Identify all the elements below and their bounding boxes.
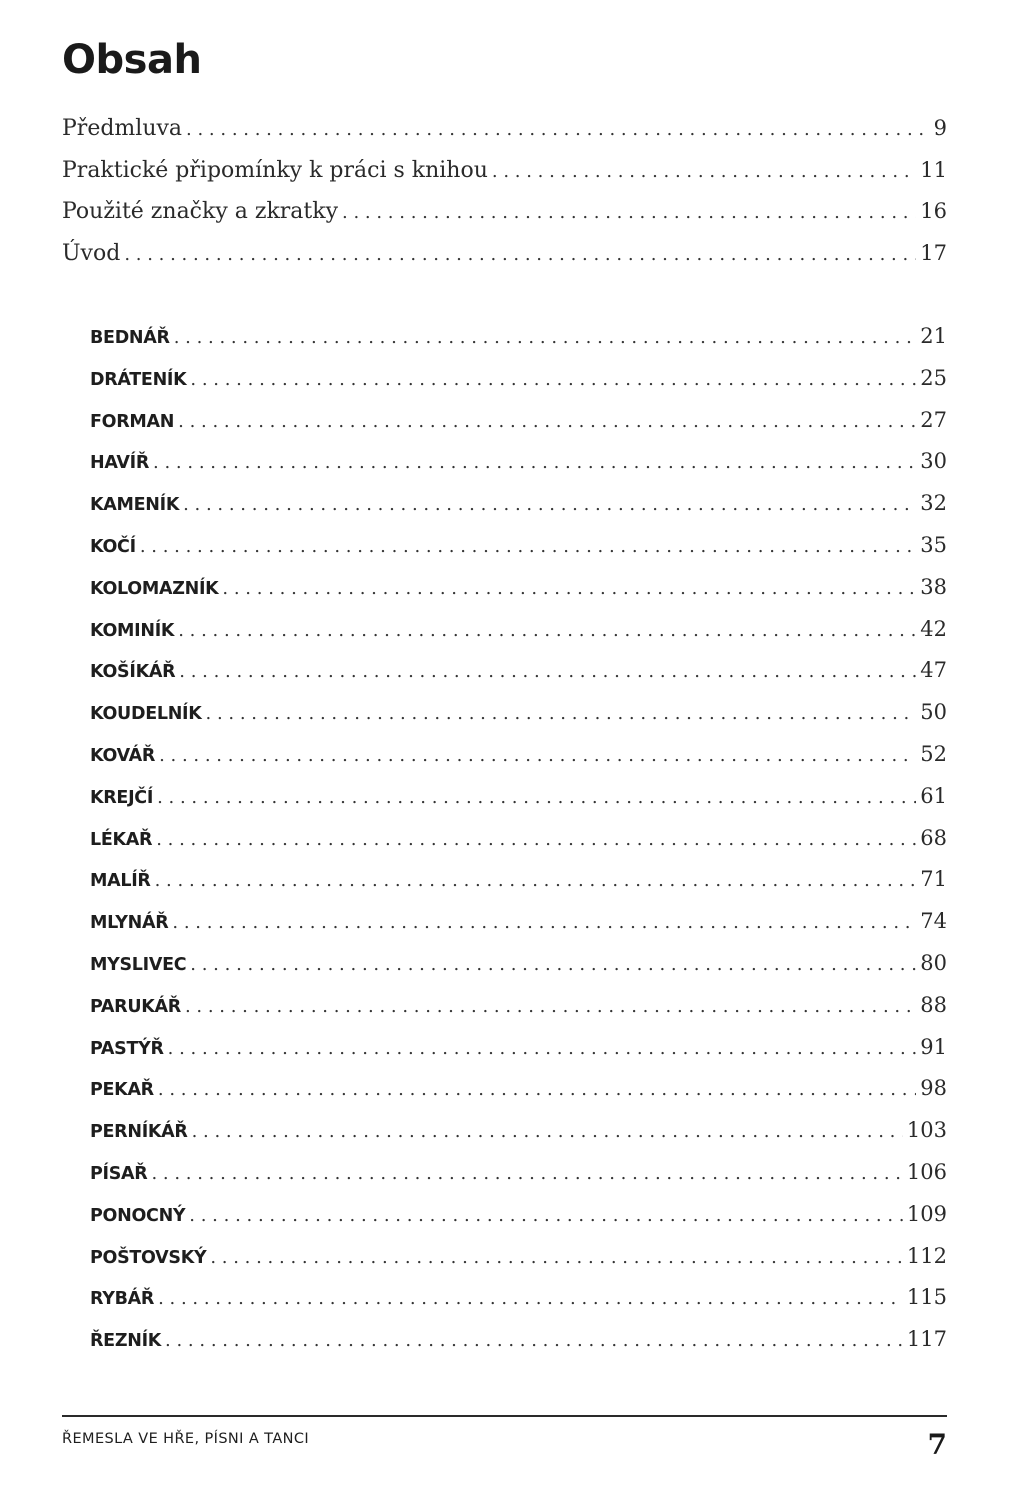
toc-row [90,985,947,1027]
toc-entry-label: PARUKÁŘ [90,996,181,1017]
toc-row [90,483,947,525]
toc-entry-label: MALÍŘ [90,871,151,892]
toc-entry-label: FORMAN [90,411,175,432]
dot-leader [158,1069,916,1111]
toc-entry-label: KOČÍ [90,536,136,557]
dot-leader [222,568,916,610]
toc-entry-page: 71 [920,867,947,892]
dot-leader [168,1028,917,1070]
toc-row [90,1319,947,1361]
toc-row [90,316,947,358]
dot-leader [492,151,916,193]
toc-entry-label: DRÁTENÍK [90,369,187,390]
toc-row [90,901,947,943]
toc-entry-label: ŘEZNÍK [90,1331,162,1352]
dot-leader [210,1237,903,1279]
toc-row [90,1277,947,1319]
dot-leader [192,1111,903,1153]
dot-leader [185,986,916,1028]
dot-leader [190,944,916,986]
toc-entry-page: 38 [920,574,947,599]
toc-entry-page: 91 [920,1034,947,1059]
toc-entry-page: 30 [920,449,947,474]
toc-row [62,233,947,275]
dot-leader [140,526,916,568]
dot-leader [186,109,930,151]
toc-row [90,1110,947,1152]
toc-entry-page: 52 [920,741,947,766]
footer-page-number: 7 [927,1428,947,1461]
dot-leader [156,819,916,861]
toc-front-matter [62,108,947,274]
toc-entry-label: KOLOMAZNÍK [90,578,219,599]
toc-entry-page: 47 [920,658,947,683]
toc-entry-label: KOŠÍKÁŘ [90,662,176,683]
toc-entry-label: POŠTOVSKÝ [90,1247,207,1268]
dot-leader [190,359,916,401]
page-title: Obsah [62,37,202,83]
toc-row [90,1194,947,1236]
toc-entry-page: 117 [906,1327,947,1352]
toc-entry-label: KREJČÍ [90,787,154,808]
dot-leader [179,651,916,693]
toc-entry-label: MYSLIVEC [90,954,187,975]
dot-leader [189,1195,903,1237]
toc-entry-page: 25 [920,365,947,390]
toc-entry-page: 88 [920,992,947,1017]
footer-rule [62,1415,947,1417]
toc-entry-label: PÍSAŘ [90,1163,148,1184]
dot-leader [174,317,917,359]
toc-entry-label: Úvod [62,240,121,266]
toc-entry-label: Předmluva [62,116,183,141]
toc-entry-label: PASTÝŘ [90,1038,164,1059]
toc-entry-page: 32 [920,491,947,516]
toc-row [90,609,947,651]
toc-entry-page: 35 [920,532,947,557]
toc-row [90,734,947,776]
toc-entry-page: 50 [920,700,947,725]
toc-entry-page: 115 [906,1285,947,1310]
dot-leader [178,401,916,443]
dot-leader [206,693,917,735]
toc-entry-page: 112 [906,1243,947,1268]
toc-row [90,1236,947,1278]
toc-entry-label: Praktické připomínky k práci s knihou [62,157,488,183]
dot-leader [157,777,916,819]
toc-row [90,525,947,567]
toc-entry-label: KAMENÍK [90,495,180,516]
toc-entry-page: 109 [906,1201,947,1226]
toc-row [62,191,947,233]
toc-entry-page: 42 [920,616,947,641]
toc-entry-label: Použité značky a zkratky [62,199,339,225]
toc-entry-label: KOUDELNÍK [90,704,202,725]
toc-row [90,567,947,609]
toc-entry-page: 74 [920,909,947,934]
toc-entry-page: 61 [920,783,947,808]
dot-leader [124,234,916,276]
toc-row [90,1027,947,1069]
toc-row [90,818,947,860]
toc-row [90,1152,947,1194]
toc-row [90,441,947,483]
toc-row [90,859,947,901]
toc-entry-label: KOMINÍK [90,620,175,641]
toc-row [90,1068,947,1110]
dot-leader [151,1153,902,1195]
toc-entry-label: LÉKAŘ [90,829,153,850]
dot-leader [178,610,916,652]
toc-entry-page: 103 [906,1118,947,1143]
toc-entry-page: 27 [920,407,947,432]
toc-entry-label: RYBÁŘ [90,1289,155,1310]
toc-entry-page: 17 [920,240,947,265]
toc-crafts [90,316,947,1361]
toc-entry-page: 11 [920,157,947,182]
dot-leader [155,860,917,902]
toc-entry-page: 106 [906,1159,947,1184]
toc-row [62,150,947,192]
toc-entry-page: 80 [920,950,947,975]
dot-leader [153,442,916,484]
dot-leader [172,902,916,944]
toc-entry-label: PEKAŘ [90,1080,154,1101]
toc-entry-page: 68 [920,825,947,850]
toc-entry-label: MLYNÁŘ [90,913,169,934]
toc-entry-page: 98 [920,1076,947,1101]
toc-entry-page: 16 [920,199,947,224]
toc-entry-label: BEDNÁŘ [90,328,170,348]
toc-row [90,776,947,818]
toc-entry-label: KOVÁŘ [90,745,156,766]
dot-leader [165,1320,903,1362]
toc-entry-page: 9 [933,116,947,140]
dot-leader [158,1278,903,1320]
toc-row [90,400,947,442]
footer-book-title: ŘEMESLA VE HŘE, PÍSNI A TANCI [62,1431,310,1447]
toc-entry-label: PERNÍKÁŘ [90,1122,188,1143]
toc-entry-label: PONOCNÝ [90,1205,186,1226]
dot-leader [183,484,916,526]
dot-leader [342,192,916,234]
toc-entry-label: HAVÍŘ [90,453,150,474]
toc-row [62,108,947,150]
toc-row [90,943,947,985]
toc-row [90,358,947,400]
toc-row [90,692,947,734]
toc-entry-page: 21 [920,324,947,348]
toc-row [90,650,947,692]
dot-leader [159,735,916,777]
